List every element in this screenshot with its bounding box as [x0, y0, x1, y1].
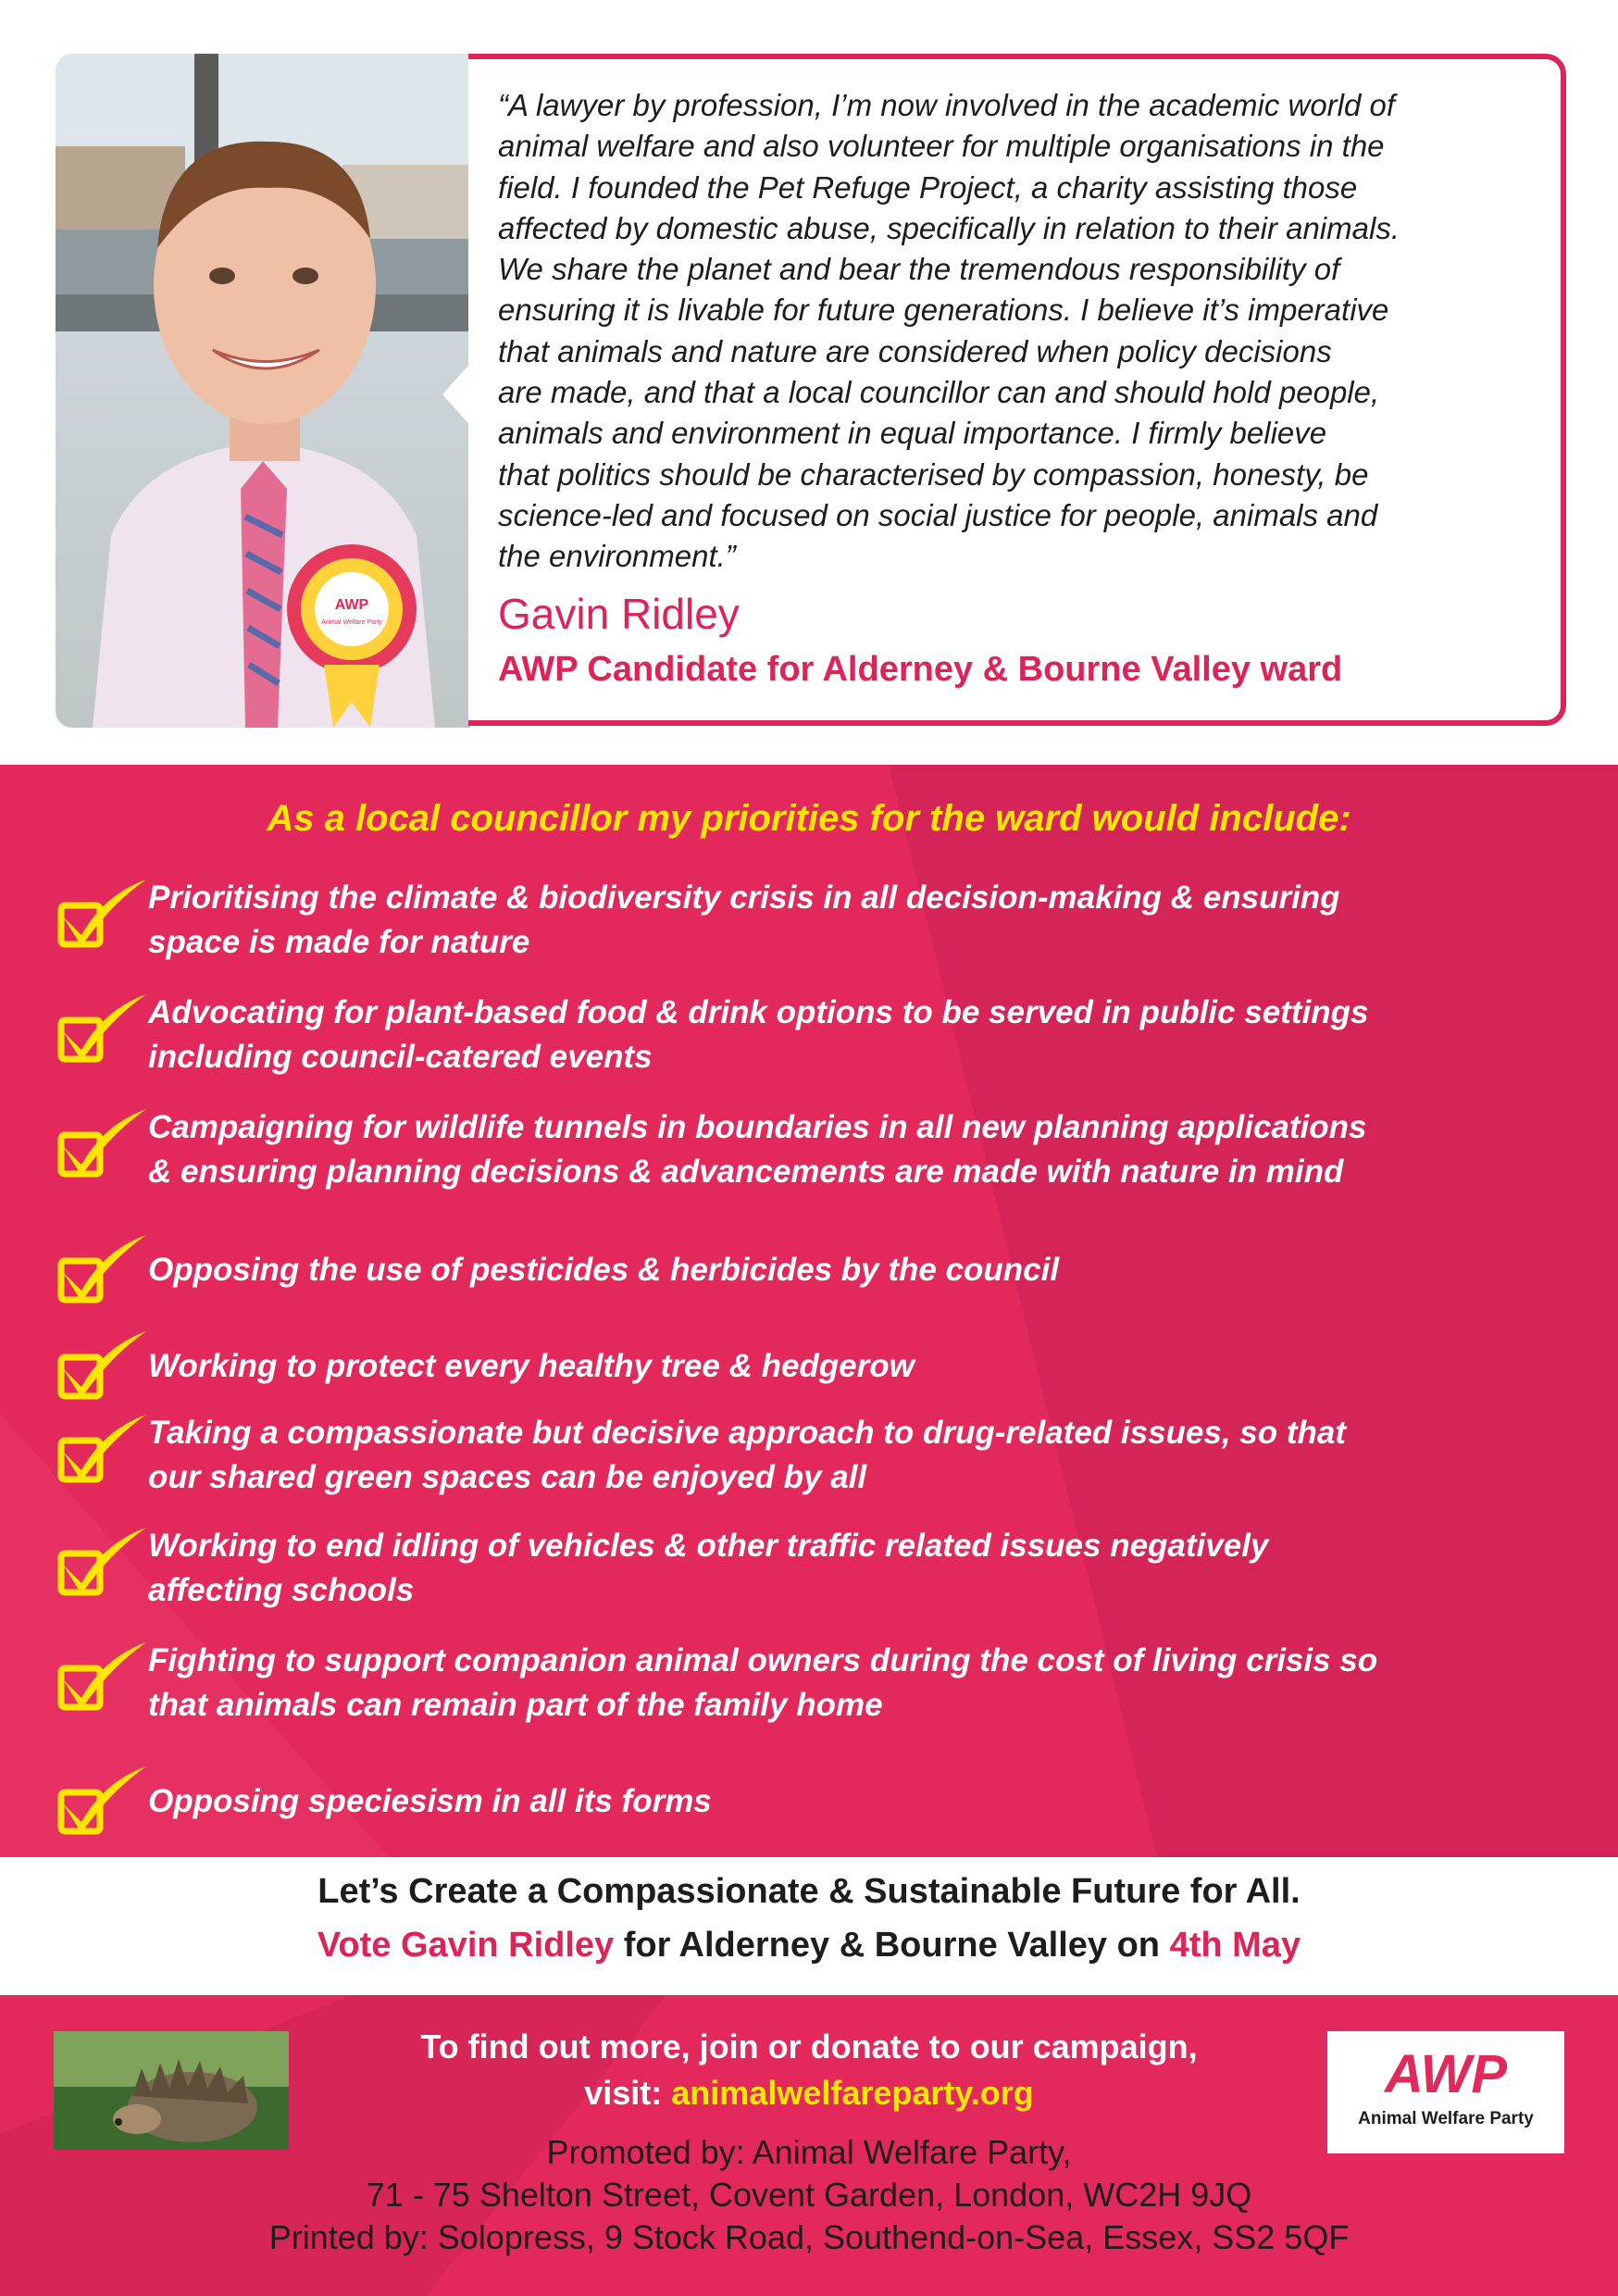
visit-prefix: visit:	[584, 2074, 672, 2112]
printed-by: Printed by: Solopress, 9 Stock Road, Southend-on-Sea, Essex, SS2 5QF	[268, 2218, 1350, 2256]
vote-ward: for Alderney & Bourne Valley on	[614, 1926, 1170, 1965]
checkmark-icon	[54, 1524, 156, 1607]
priority-line: Opposing the use of pesticides & herbicides by the council	[148, 1252, 1060, 1288]
website-link[interactable]: animalwelfareparty.org	[671, 2074, 1034, 2112]
priority-line: Fighting to support companion animal owners during the cost of living crisis so	[148, 1642, 1378, 1678]
priority-text	[148, 1411, 1574, 1500]
quote-line: affected by domestic abuse, specifically in relation to their animals.	[498, 210, 1400, 245]
checkmark-icon	[54, 1639, 156, 1722]
quote-line: are made, and that a local councillor can and should hold people,	[498, 375, 1380, 410]
priority-item	[0, 876, 1618, 968]
promoter-address: 71 - 75 Shelton Street, Covent Garden, London, WC2H 9JQ	[366, 2176, 1252, 2214]
priority-text	[148, 1779, 1574, 1824]
slogan: Let’s Create a Compassionate & Sustainable Future for All.	[317, 1872, 1301, 1911]
priority-text	[148, 1524, 1574, 1613]
priority-line: Working to end idling of vehicles & other traffic related issues negatively	[148, 1528, 1269, 1564]
rosette-label: AWP	[334, 597, 369, 613]
priority-text	[148, 876, 1574, 965]
quote-line: the environment.”	[498, 539, 736, 574]
priority-item	[0, 1411, 1618, 1504]
checkmark-icon	[54, 1231, 156, 1315]
quote-line: “A lawyer by profession, I’m now involved in the academic world of	[498, 88, 1396, 122]
priority-line: Advocating for plant-based food & drink options to be served in public settings	[148, 994, 1369, 1030]
priority-item	[0, 1779, 1618, 1872]
priority-line: Opposing speciesism in all its forms	[148, 1783, 712, 1819]
priority-line: that animals can remain part of the family home	[148, 1687, 883, 1723]
vote-line	[0, 1926, 1618, 1965]
priority-text	[148, 991, 1574, 1079]
quote-line: animals and environment in equal importance. I firmly believe	[498, 416, 1327, 451]
visit-text: To find out more, join or donate to our campaign,	[420, 2028, 1198, 2065]
priority-line: Taking a compassionate but decisive approach to drug-related issues, so that	[148, 1415, 1347, 1451]
checkmark-icon	[54, 991, 156, 1074]
priority-item	[0, 1248, 1618, 1341]
priority-line: Campaigning for wildlife tunnels in boundaries in all new planning applications	[148, 1109, 1367, 1145]
candidate-name: Gavin Ridley	[498, 590, 740, 638]
priority-text	[148, 1248, 1574, 1292]
checkmark-icon	[54, 1763, 156, 1846]
vote-name: Vote Gavin Ridley	[317, 1926, 615, 1965]
priority-line: affecting schools	[148, 1572, 415, 1608]
checkmark-icon	[54, 1411, 156, 1494]
priority-text	[148, 1639, 1574, 1728]
priority-item	[0, 991, 1618, 1083]
priority-line: space is made for nature	[148, 924, 530, 960]
vote-date: 4th May	[1169, 1926, 1301, 1965]
priority-item	[0, 1639, 1618, 1731]
checkmark-icon	[54, 1328, 156, 1411]
promoted-by: Promoted by: Animal Welfare Party,	[546, 2133, 1072, 2171]
quote-line: field. I founded the Pet Refuge Project, a charity assisting those	[498, 169, 1358, 205]
priorities-heading: As a local councillor my priorities for the ward would include:	[267, 798, 1351, 839]
quote-line: that animals and nature are considered when policy decisions	[498, 333, 1332, 368]
priority-line: Working to protect every healthy tree & hedgerow	[148, 1348, 915, 1384]
quote-line: animal welfare and also volunteer for multiple organisations in the	[498, 129, 1385, 164]
priority-item	[0, 1105, 1618, 1198]
awp-logo-mark	[1327, 2044, 1564, 2098]
priority-text	[148, 1344, 1574, 1389]
checkmark-icon	[54, 1105, 156, 1189]
priority-text	[148, 1105, 1574, 1194]
awp-logo-text: AWP	[1384, 2044, 1508, 2098]
priority-line: Prioritising the climate & biodiversity crisis in all decision-making & ensuring	[148, 880, 1340, 916]
checkmark-icon	[54, 876, 156, 959]
priority-line: including council-catered events	[148, 1039, 653, 1075]
quote-line: science-led and focused on social justice for people, animals and	[498, 497, 1378, 532]
awp-logo	[1327, 2031, 1564, 2153]
priority-item	[0, 1524, 1618, 1616]
quote-line: We share the planet and bear the tremendous responsibility of	[498, 252, 1340, 287]
candidate-quote	[498, 85, 1535, 578]
quote-line: that politics should be characterised by compassion, honesty, be	[498, 456, 1369, 492]
candidate-title: AWP Candidate for Alderney & Bourne Valley ward	[498, 650, 1343, 689]
priority-line: & ensuring planning decisions & advancements are made with nature in mind	[148, 1154, 1344, 1190]
rosette-sublabel: Animal Welfare Party	[321, 619, 382, 626]
candidate-portrait-illustration	[56, 54, 470, 728]
awp-logo-caption: Animal Welfare Party	[1358, 2109, 1534, 2128]
priority-line: our shared green spaces can be enjoyed by all	[148, 1459, 867, 1495]
candidate-photo	[56, 54, 470, 728]
quote-line: ensuring it is livable for future generations. I believe it’s imperative	[498, 293, 1389, 328]
quote-pointer	[442, 359, 474, 430]
